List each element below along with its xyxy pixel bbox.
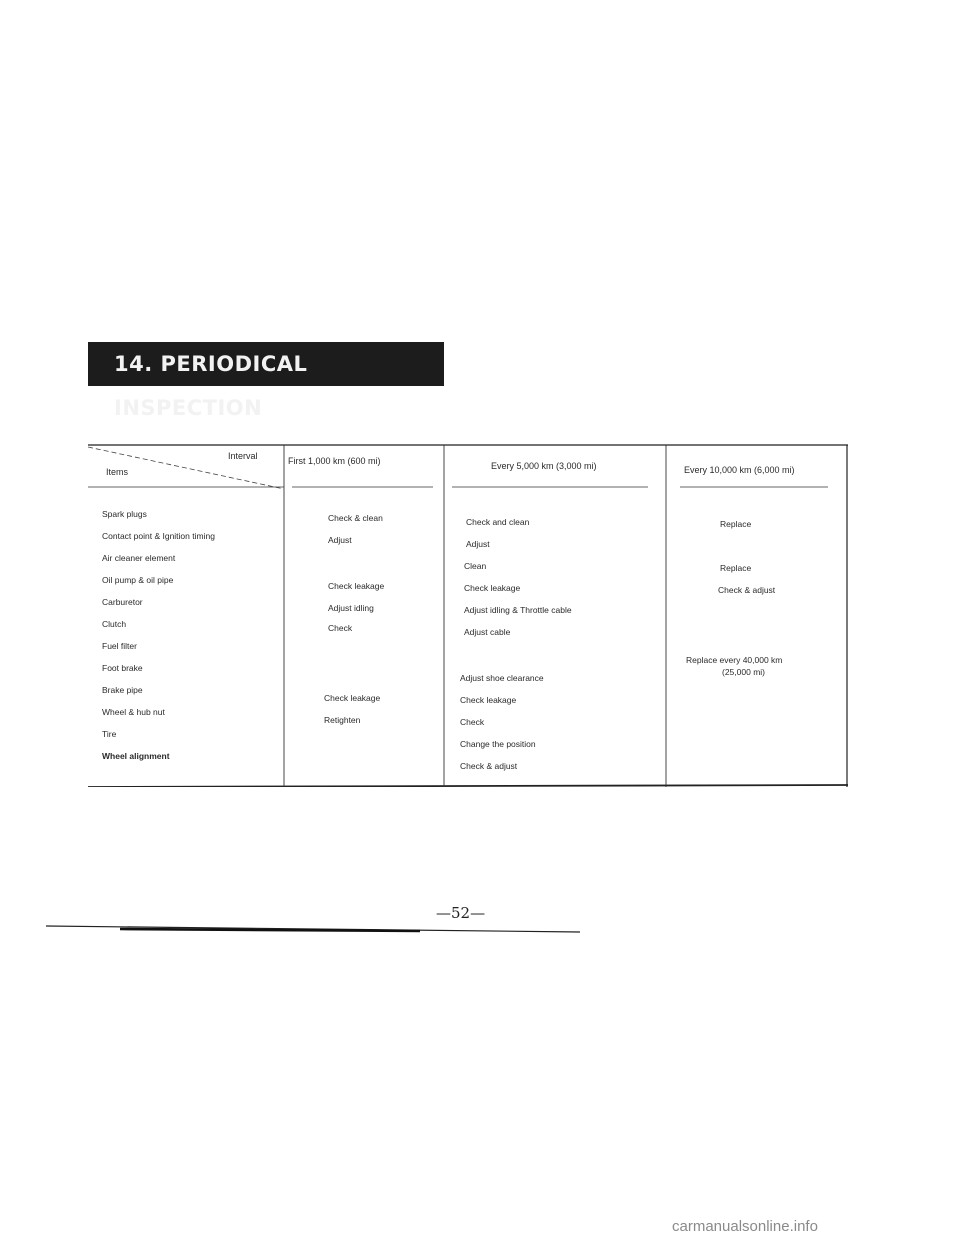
cell-every-5000: Check leakage [464, 583, 521, 593]
corner-interval-label: Interval [228, 451, 258, 461]
cell-first: Check leakage [324, 693, 381, 703]
cell-first: Check & clean [328, 513, 383, 523]
cell-first: Retighten [324, 715, 361, 725]
cell-every-5000: Check & adjust [460, 761, 518, 771]
item-label: Wheel & hub nut [102, 707, 165, 717]
item-label: Oil pump & oil pipe [102, 575, 174, 585]
item-label: Foot brake [102, 663, 143, 673]
watermark-text: carmanualsonline.info [672, 1218, 818, 1235]
cell-first: Check [328, 623, 353, 633]
item-label: Fuel filter [102, 641, 137, 651]
cell-every-10000: Replace [720, 563, 752, 573]
cell-first: Adjust [328, 535, 352, 545]
column-header-every-5000: Every 5,000 km (3,000 mi) [491, 461, 597, 471]
table-grid [88, 443, 848, 787]
cell-every-5000: Change the position [460, 739, 536, 749]
cell-every-5000: Adjust cable [464, 627, 511, 637]
item-label: Spark plugs [102, 509, 147, 519]
cell-every-5000: Check [460, 717, 485, 727]
item-label: Clutch [102, 619, 127, 629]
cell-every-5000: Clean [464, 561, 487, 571]
column-header-every-10000: Every 10,000 km (6,000 mi) [684, 465, 795, 475]
corner-items-label: Items [106, 467, 129, 477]
item-label: Carburetor [102, 597, 143, 607]
cell-every-5000: Adjust shoe clearance [460, 673, 544, 683]
cell-first: Check leakage [328, 581, 385, 591]
inspection-table [88, 443, 848, 787]
item-label: Brake pipe [102, 685, 143, 695]
cell-every-10000: Check & adjust [718, 585, 776, 595]
cell-every-5000: Check and clean [466, 517, 530, 527]
cell-every-10000: Replace every 40,000 km [686, 655, 783, 665]
page-number: —52— [436, 904, 486, 922]
item-label: Contact point & Ignition timing [102, 531, 215, 541]
cell-first: Adjust idling [328, 603, 374, 613]
section-title: 14. PERIODICAL INSPECTION [88, 342, 444, 386]
cell-every-5000: Adjust idling & Throttle cable [464, 605, 572, 615]
cell-every-5000: Check leakage [460, 695, 517, 705]
cell-every-10000: (25,000 mi) [722, 667, 765, 677]
cell-every-10000: Replace [720, 519, 752, 529]
item-label: Tire [102, 729, 117, 739]
item-label: Wheel alignment [102, 751, 170, 761]
cell-every-5000: Adjust [466, 539, 490, 549]
item-label: Air cleaner element [102, 553, 176, 563]
column-header-first: First 1,000 km (600 mi) [288, 456, 381, 466]
